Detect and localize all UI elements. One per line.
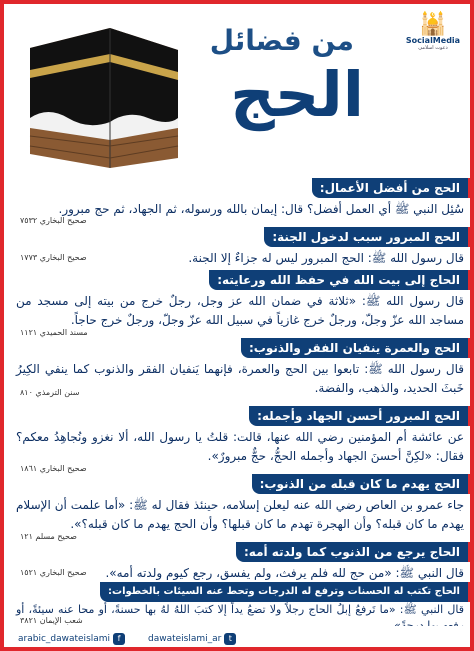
section-title: الحاج يرجع من الذنوب كما ولدته أمه: xyxy=(236,542,468,562)
section-text: قال النبي ﷺ: «ما تَرفعُ إبلُ الحاج رجلاً ولا تضعُ يداً إلا كتبَ اللهُ لهُ بها حسنةً، أو محا عنه سيئةً، أو xyxy=(16,603,464,616)
title-big: الحج xyxy=(230,58,364,131)
section-text: قال النبي ﷺ: «من حج لله فلم يرفث، ولم يفسق، رجع كيوم ولدته أمه». xyxy=(105,566,464,580)
kaaba-illustration xyxy=(18,18,188,168)
section-ref: شعب الإيمان ٣٨٢١ xyxy=(20,616,83,625)
section-text: قال رسول الله ﷺ: الحج المبرور ليس له جزاءٌ إلا الجنة. xyxy=(188,251,464,265)
header xyxy=(8,8,474,172)
logo-sub: دعوت اسلامی xyxy=(418,45,448,51)
section-title: الحج يهدم ما كان قبله من الذنوب: xyxy=(252,474,468,494)
section-ref: صحيح البخاري ١٧٧٣ xyxy=(20,253,87,262)
mosque-icon: 🕌 xyxy=(419,12,447,37)
section-title: الحج والعمرة ينفيان الفقر والذنوب: xyxy=(241,338,468,358)
section-title: الحاج تكتب له الحسنات وترفع له الدرجات وتحط عنه السيئات بالخطوات: xyxy=(100,582,468,602)
social-icon: t xyxy=(224,633,236,645)
section-title: الحج من أفضل الأعمال: xyxy=(312,178,468,198)
footer-handle-2[interactable] xyxy=(148,633,236,645)
title-small: من فضائل xyxy=(209,24,354,57)
section-ref: سنن الترمذي ٨١٠ xyxy=(20,388,80,397)
footer xyxy=(8,626,474,651)
handle-text: arabic_dawateislami xyxy=(18,634,111,644)
section-title: الحاج إلى بيت الله في حفظ الله ورعايته: xyxy=(209,270,468,290)
footer-handle-1[interactable] xyxy=(18,633,125,645)
logo-name: SocialMedia xyxy=(405,36,461,45)
section-ref: صحيح البخاري ١٨٦١ xyxy=(20,464,87,473)
social-icon: f xyxy=(113,633,125,645)
section-text: سُئِل النبي ﷺ أي العمل أفضل؟ قال: إيمان بالله ورسوله، ثم الجهاد، ثم حج مبرور. xyxy=(58,202,464,216)
section-title: الحج المبرور أحسن الجهاد وأجمله: xyxy=(249,406,468,426)
section-title: الحج المبرور سبب لدخول الجنة: xyxy=(264,227,468,247)
section-ref: صحيح البخاري ٧٥٣٢ xyxy=(20,216,87,225)
brand-logo xyxy=(402,14,464,51)
content xyxy=(8,172,474,626)
section-ref: صحيح البخاري ١٥٢١ xyxy=(20,568,87,577)
section-text: جاء عمرو بن العاص رضي الله عنه ليعلن إسلامه، حينئذ فقال له ﷺ: «أما علمت أن الإسلام يهدم ما كان قبله؟ وأن الهجرة تهدم ما كان قبلها؟ وأن الحج يهدم ما كان قبله؟». xyxy=(16,498,464,531)
section-text: قال رسول الله ﷺ: «ثلاثة في ضمان الله عز وجل، رجلٌ خرج من بيته إلى مسجد من مساجد الله عزّ وجلّ، ورجلٌ خرج غازياً في سبيل الله عزّ وجلّ، ورجلٌ خرج حاجاً. xyxy=(16,294,464,327)
section-ref: مسند الحميدي ١١٢١ xyxy=(20,328,88,337)
section-text: قال رسول الله ﷺ: تابعوا بين الحج والعمرة، فإنهما يَنفيان الفقر والذنوب كما ينفي الكِيرُ خَبثَ الحديد، والذهب، والفضة. xyxy=(16,362,464,395)
section-ref: صحيح مسلم ١٢١ xyxy=(20,532,77,541)
handle-text: dawateislami_ar xyxy=(148,634,222,644)
section-text: عن عائشة أم المؤمنين رضي الله عنها، قالت: قلتُ يا رسول الله، ألا نغزو ونُجاهِدُ معكم؟ فقال: «لكِنَّ أحسنَ الجهاد وأجمله الحجُّ، حجٌّ مبرورٌ». xyxy=(16,430,464,463)
